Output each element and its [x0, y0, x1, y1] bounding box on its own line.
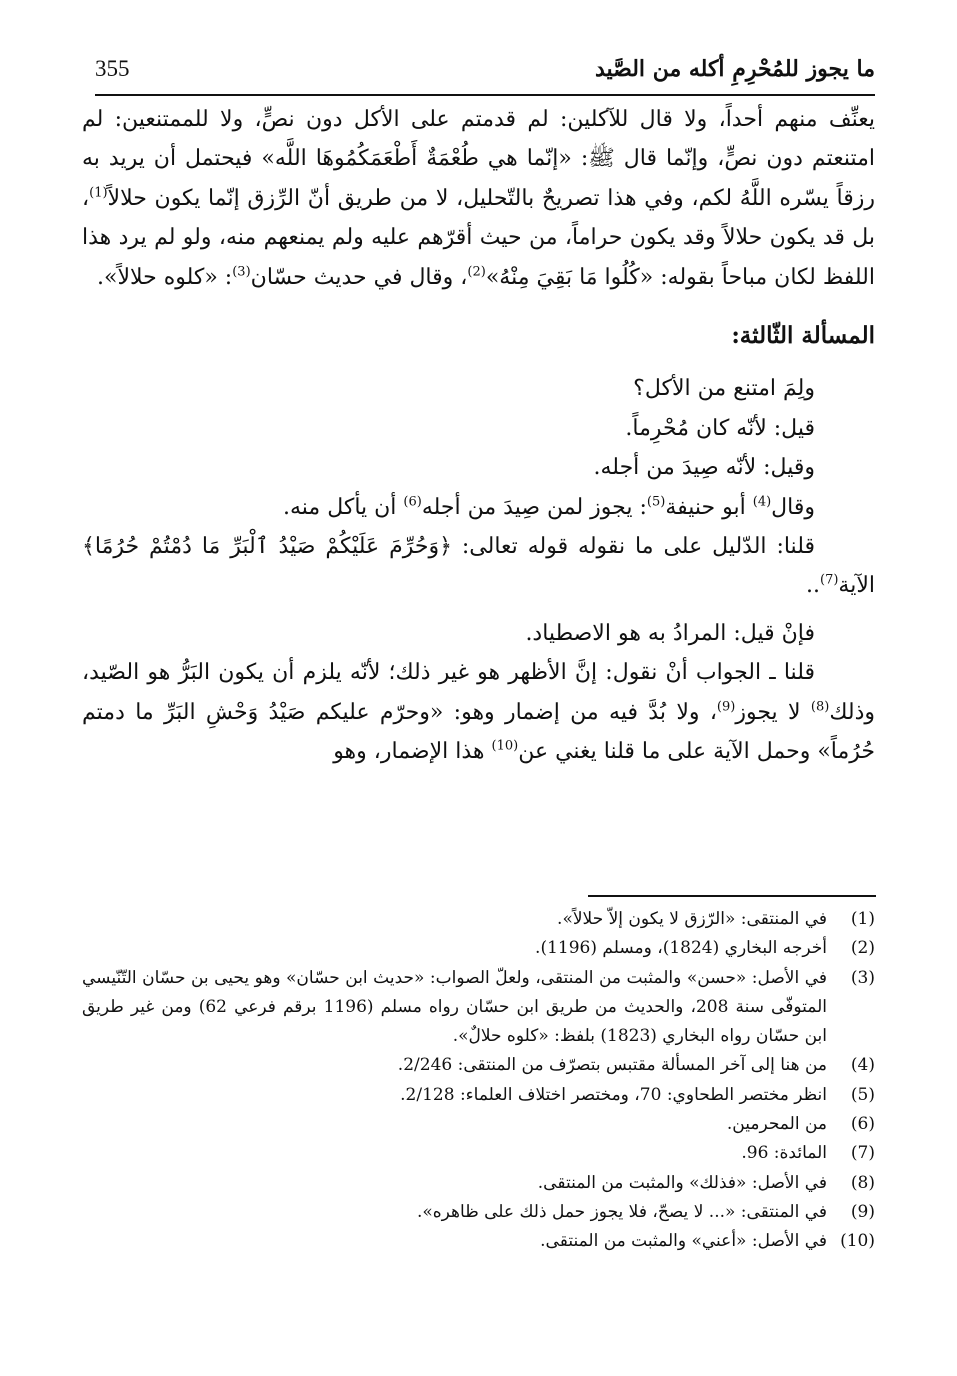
footnote-ref-2: (2) — [467, 264, 486, 280]
footnote-7: (7) المائدة: 96. — [741, 1143, 875, 1164]
main-text — [82, 100, 875, 772]
footnote-5: (5) انظر مختصر الطحاوي: 70، ومختصر اختلاف العلماء: 2/128. — [400, 1084, 875, 1105]
reply-paragraph: قلنا ـ الجواب أنْ نقول: إنَّ الأظهر هو غير ذلك؛ لأنّه يلزم أن يكون البَرُّ هو الصّيد، وذلك$^{(8)}$ لا يجوز$^{(9)}$، ولا بُدَّ فيه من إضمار وهو: «وحرّم عليكم صَيْدُ وَحْشِ البَرِّ ما دمتم حُرُماً» وحمل الآية على ما قلنا يغني عن$^{(10)}$ هذا الإضمار، وهو — [82, 660, 875, 765]
abu-hanifa-line: وقال$^{(4)}$ أبو حنيفة$^{(5)}$: يجوز لمن صِيدَ من أجله$^{(6)}$ أن يأكل منه. — [282, 494, 815, 520]
proof-paragraph: قلنا: الدّليل على ما نقوله قوله تعالى: ﴿وَحُرِّمَ عَلَيْكُمْ صَيْدُ ٱلْبَرِّ مَا دُمْتُمْ حُرُمًا﴾ الآية$^{(7)}$.. — [82, 534, 875, 599]
footnote-ref-9: (9) — [716, 699, 736, 715]
footnotes — [82, 905, 875, 1257]
objection-line: فإنْ قيل: المرادُ به هو الاصطياد. — [525, 620, 815, 646]
question-line: ولِمَ امتنع من الأكل؟ — [633, 376, 815, 402]
footnote-ref-7: (7) — [819, 573, 839, 589]
footnote-3: (3) في الأصل: «حسن» والمثبت من المنتقى، ولعلّ الصواب: «حديث ابن حسّان» وهو يحيى بن حسّان التّنّيسي المتوفّى سنة 208، والحديث من طريق ابن حسّان رواه مسلم (1196 برقم فرعي 62) ومن غير طريق ابن حسّان رواه البخاري (1823) بلفظ: «كلوه حلالٌ». — [82, 967, 875, 1047]
footnote-1: (1) في المنتقى: «الرّزق لا يكون إلاّ حلالاً». — [557, 909, 875, 929]
page-header — [95, 54, 875, 96]
footnote-9: (9) في المنتقى: «... لا يصحّ، فلا يجوز حمل ذلك على ظاهره». — [416, 1201, 875, 1222]
footnote-ref-10: (10) — [491, 738, 519, 754]
footnote-divider — [588, 895, 876, 897]
footnote-4: (4) من هنا إلى آخر المسألة مقتبس بتصرّف من المنتقى: 2/246. — [397, 1055, 875, 1076]
footnote-6: (6) من المحرمين. — [726, 1114, 875, 1135]
footnote-ref-8: (8) — [810, 699, 830, 715]
footnote-ref-5: (5) — [646, 494, 666, 510]
footnote-ref-1: (1) — [89, 185, 108, 201]
section-heading: المسألة الثّالثة: — [731, 322, 875, 350]
footnote-ref-3: (3) — [232, 264, 251, 280]
footnote-10: (10) في الأصل: «أعني» والمثبت من المنتقى. — [540, 1231, 875, 1252]
page-number: 355 — [95, 56, 130, 81]
answer-line-1: قيل: لأنّه كان مُحْرِماً. — [625, 415, 815, 441]
footnote-ref-4: (4) — [752, 494, 772, 510]
footnote-ref-6: (6) — [403, 494, 422, 510]
paragraph-1: يعنِّف منهم أحداً، ولا قال للآكلين: لم قدمتم على الأكل دون نصٍّ، ولا للممتنعين: لم امتنعتم دون نصٍّ، وإنّما قال ﷺ: «إنّما هي طُعْمَةٌ أَطْعَمَكُمُوهَا اللَّه» فيحتمل أن يريد به رزقاً يسّره اللَّهُ لكم، وفي هذا تصريحٌ بالتّحليل، لا من طريق أنّ الرِّزق إنّما يكون حلالاً$^{(1)}$، بل قد يكون حلالاً وقد يكون حراماً، من حيث أقرّهم عليه ولم يمنعهم منه، ولو لم يرد هذا اللفظ لكان مباحاً بقوله: «كُلُوا مَا بَقِيَ مِنْهُ»$^{(2)}$، وقال في حديث حسّان$^{(3)}$: «كلوه حلالاً». — [82, 107, 875, 290]
footnote-8: (8) في الأصل: «فذلك» والمثبت من المنتقى. — [537, 1172, 875, 1193]
answer-line-2: وقيل: لأنّه صِيدَ من أجله. — [593, 455, 815, 481]
footnote-2: (2) أخرجه البخاري (1824)، ومسلم (1196). — [535, 938, 875, 959]
running-title: ما يجوز للمُحْرِمِ أكله من الصَّيد — [594, 56, 875, 82]
